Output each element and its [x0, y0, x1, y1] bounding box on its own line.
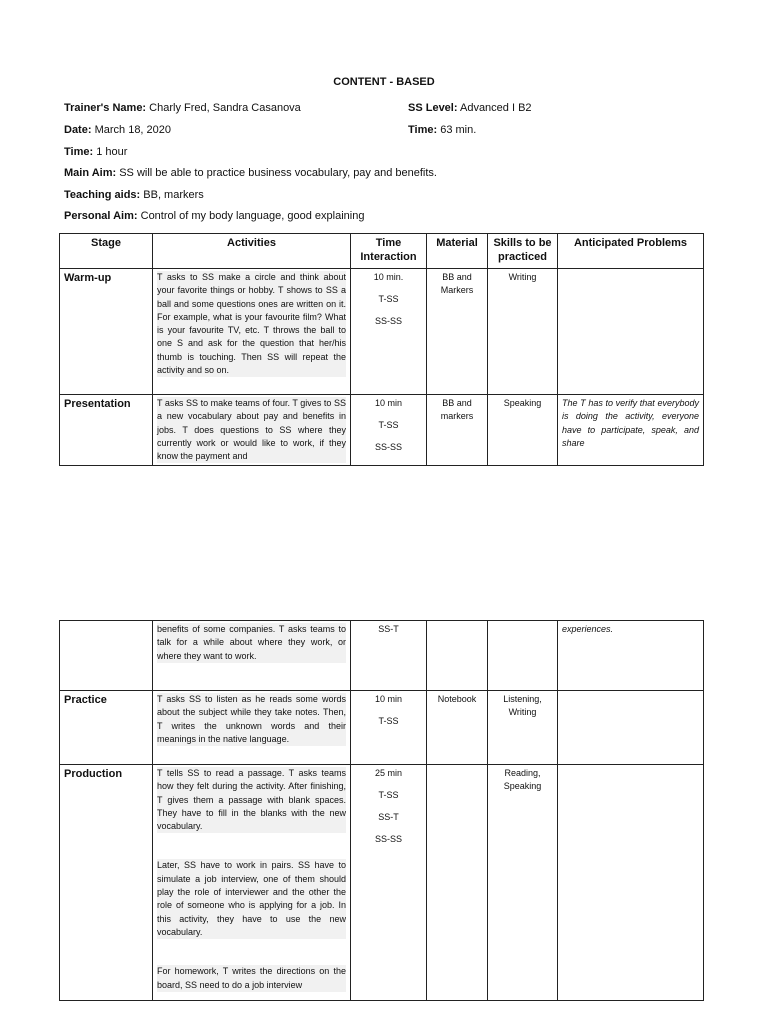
interaction-value: SS-T: [378, 624, 399, 634]
table-row: [60, 395, 704, 466]
time-line: [64, 145, 127, 159]
aids-label: Teaching aids:: [64, 189, 141, 201]
time-cell: [351, 621, 427, 691]
skills-cell: Writing: [488, 269, 558, 395]
table-row: [60, 269, 704, 395]
time-value: 10 min.: [373, 272, 404, 282]
time-value: 1 hour: [96, 146, 128, 158]
interaction-value: T-SS: [378, 716, 399, 726]
aids-line: [64, 188, 204, 202]
col-skills-header: Skills to be practiced: [488, 234, 558, 269]
time-cell: [351, 269, 427, 395]
lesson-plan-table-continued: [59, 620, 704, 1001]
date-value: March 18, 2020: [94, 124, 172, 136]
col-time-header: Time Interaction: [351, 234, 427, 269]
material-cell: BB and markers: [427, 395, 488, 466]
stage-cell: Presentation: [60, 395, 153, 466]
interaction-value: SS-T: [378, 812, 399, 822]
problems-cell: The T has to verify that everybody is doing the activity, everyone have to participate, speak, and share: [558, 395, 704, 466]
duration-label: Time:: [408, 124, 438, 136]
table-row: [60, 621, 704, 691]
time-value: 10 min: [374, 694, 402, 704]
stage-cell: Warm-up: [60, 269, 153, 395]
trainer-line: [64, 101, 301, 115]
interaction-value: T-SS: [378, 420, 399, 430]
table-header-row: [60, 234, 704, 269]
col-problems-header: Anticipated Problems: [558, 234, 704, 269]
document-title: CONTENT - BASED: [333, 76, 435, 88]
skills-cell: Reading, Speaking: [488, 765, 558, 1001]
stage-cell: [60, 621, 153, 691]
main-aim-line: [64, 166, 437, 180]
table-row: [60, 691, 704, 765]
activity-text: T tells SS to read a passage. T asks teams how they felt during the activity. After finishing, T gives them a passage with blank spaces. They have to fill in the blanks with the new vocabulary.: [157, 767, 346, 833]
level-line: [408, 101, 532, 115]
main-aim-label: Main Aim:: [64, 167, 117, 179]
problems-cell: [558, 765, 704, 1001]
material-cell: [427, 765, 488, 1001]
activity-text: T asks SS to listen as he reads some words about the subject while they take notes. Then, T writes the unknown words and their meanings in the native language.: [157, 693, 346, 746]
main-aim-value: SS will be able to practice business vocabulary, pay and benefits.: [119, 167, 437, 179]
activity-text: For homework, T writes the directions on the board, SS need to do a job interview: [157, 965, 346, 992]
time-label: Time:: [64, 146, 94, 158]
personal-aim-line: [64, 209, 364, 223]
level-value: Advanced I B2: [459, 102, 532, 114]
time-cell: [351, 395, 427, 466]
stage-cell: Production: [60, 765, 153, 1001]
problems-cell: [558, 691, 704, 765]
interaction-value: SS-SS: [374, 442, 402, 452]
activity-text: T asks to SS make a circle and think about your favorite things or hobby. T shows to SS a ball and some questions ones are written on it. For example, what is your favourite film? What is your favourite TV, etc. T throws the ball to one S and ask for the question that her/his thumb is touching. Then SS will repeat the activity and so on.: [157, 271, 346, 377]
problems-cell: [558, 269, 704, 395]
date-line: [64, 123, 171, 137]
interaction-value: T-SS: [378, 790, 399, 800]
activity-cell: [153, 621, 351, 691]
lesson-plan-table: [59, 233, 704, 466]
personal-aim-label: Personal Aim:: [64, 210, 138, 222]
level-label: SS Level:: [408, 102, 458, 114]
material-cell: [427, 621, 488, 691]
activity-cell: [153, 691, 351, 765]
activity-text: benefits of some companies. T asks teams to talk for a while about where they work, or where they want to work.: [157, 623, 346, 663]
col-stage-header: Stage: [60, 234, 153, 269]
time-cell: [351, 691, 427, 765]
activity-cell: [153, 395, 351, 466]
activity-text: Later, SS have to work in pairs. SS have to simulate a job interview, one of them should play the role of interviewer and the other the role of someone who is applying for a job. In this activity, they have to use the new vocabulary.: [157, 859, 346, 939]
time-value: 25 min: [374, 768, 402, 778]
material-cell: BB and Markers: [427, 269, 488, 395]
material-cell: Notebook: [427, 691, 488, 765]
skills-cell: [488, 621, 558, 691]
activity-cell: [153, 269, 351, 395]
time-value: 10 min: [374, 398, 402, 408]
duration-line: [408, 123, 476, 137]
skills-cell: Listening, Writing: [488, 691, 558, 765]
activity-text: T asks SS to make teams of four. T gives to SS a new vocabulary about pay and benefits in jobs. T does questions to SS where they currently work or would like to work, if they know the payment and: [157, 397, 346, 463]
time-cell: [351, 765, 427, 1001]
col-activities-header: Activities: [153, 234, 351, 269]
activity-cell: [153, 765, 351, 1001]
stage-cell: Practice: [60, 691, 153, 765]
personal-aim-value: Control of my body language, good explaining: [140, 210, 365, 222]
trainer-value: Charly Fred, Sandra Casanova: [149, 102, 301, 114]
table-row: [60, 765, 704, 1001]
interaction-value: SS-SS: [374, 834, 402, 844]
duration-value: 63 min.: [440, 124, 477, 136]
col-material-header: Material: [427, 234, 488, 269]
interaction-value: T-SS: [378, 294, 399, 304]
trainer-label: Trainer's Name:: [64, 102, 147, 114]
interaction-value: SS-SS: [374, 316, 402, 326]
skills-cell: Speaking: [488, 395, 558, 466]
aids-value: BB, markers: [143, 189, 204, 201]
date-label: Date:: [64, 124, 92, 136]
problems-cell: experiences.: [558, 621, 704, 691]
